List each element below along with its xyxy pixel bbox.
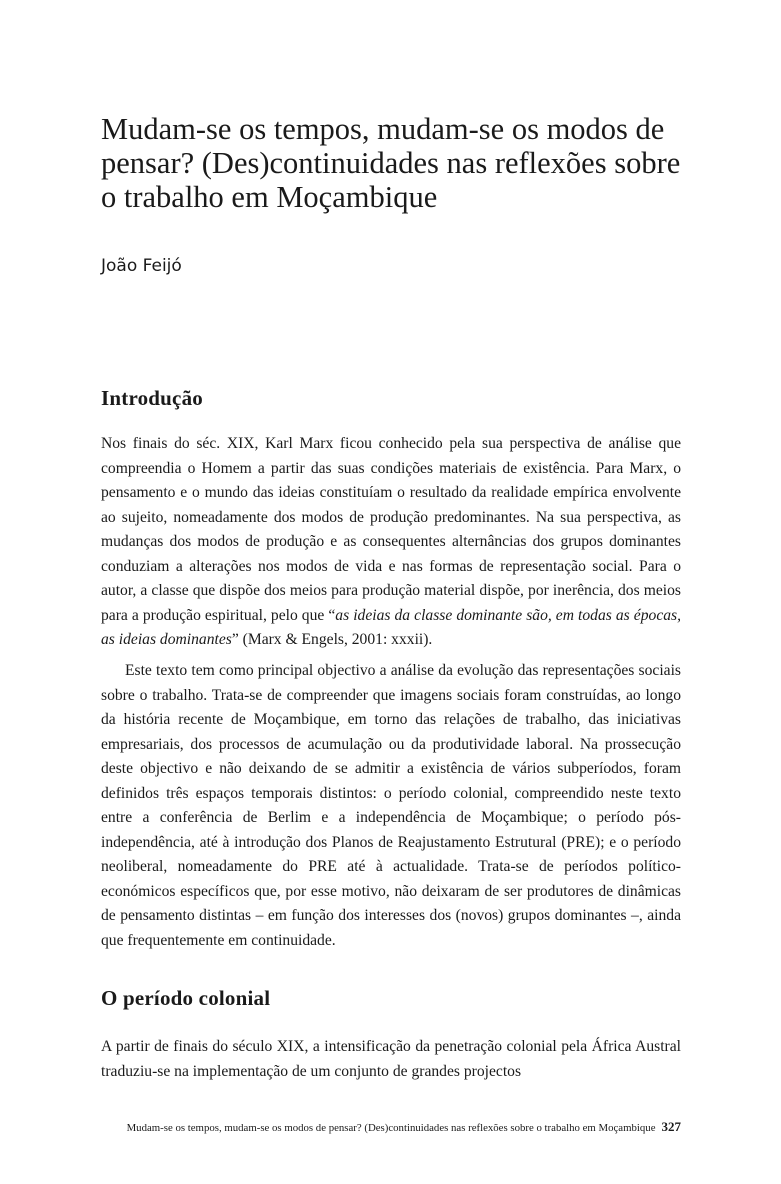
paragraph-text: ” (Marx & Engels, 2001: xxxii). (231, 631, 433, 648)
page-footer (101, 1119, 681, 1135)
quote-text: as ideias da classe dominante são, em todas as épocas, as ideias dominantes (101, 606, 681, 648)
section-heading-introducao: Introdução (101, 386, 203, 410)
section-heading-periodo-colonial: O período colonial (101, 986, 271, 1010)
paragraph-intro-1 (101, 432, 681, 653)
paragraph-intro-2: Este texto tem como principal objectivo a análise da evolução das representações sociais sobre o trabalho. Trata-se de compreender que imagens sociais foram construídas, ao longo da história recente de Moçambique, em torno das relações de trabalho, das iniciativas empresariais, dos processos de acumulação ou da produtividade laboral. Na prossecução deste objectivo e não deixando de se admitir a existência de vários subperíodos, foram definidos três espaços temporais distintos: o período colonial, compreendido neste texto entre a conferência de Berlim e a independência de Moçambique; o período pós-independência, até à introdução dos Planos de Reajustamento Estrutural (PRE); e o período neoliberal, nomeadamente do PRE até à actualidade. Trata-se de períodos político-económicos específicos que, por esse motivo, não deixaram de ser produtores de dinâmicas de pensamento distintas – em função dos interesses dos (novos) grupos dominantes –, ainda que frequentemente em continuidade. (101, 662, 681, 949)
paragraph-text: Nos finais do séc. XIX, Karl Marx ficou conhecido pela sua perspectiva de análise que compreendia o Homem a partir das suas condições materiais de existência. Para Marx, o pensamento e o mundo das ideias constituíam o resultado da realidade empírica envolvente ao sujeito, nomeadamente dos modos de produção predominantes. Na sua perspectiva, as mudanças dos modos de produção e as consequentes alternâncias dos grupos dominantes conduziam a alterações nos modos de vida e nas formas de representação social. Para o autor, a classe que dispõe dos meios para produção material dispõe, por inerência, dos meios para a produção espiritual, pelo que “ (101, 435, 681, 624)
paragraph-colonial-1: A partir de finais do século XIX, a intensificação da penetração colonial pela África Austral traduziu-se na implementação de um conjunto de grandes projectos (101, 1038, 681, 1080)
article-title: Mudam-se os tempos, mudam-se os modos de pensar? (Des)continuidades nas reflexões sobre o trabalho em Moçambique (101, 112, 681, 214)
page-number: 327 (661, 1119, 681, 1134)
author-name: João Feijó (101, 256, 182, 276)
running-title: Mudam-se os tempos, mudam-se os modos de pensar? (Des)continuidades nas reflexões sobre o trabalho em Moçambique (126, 1122, 656, 1134)
